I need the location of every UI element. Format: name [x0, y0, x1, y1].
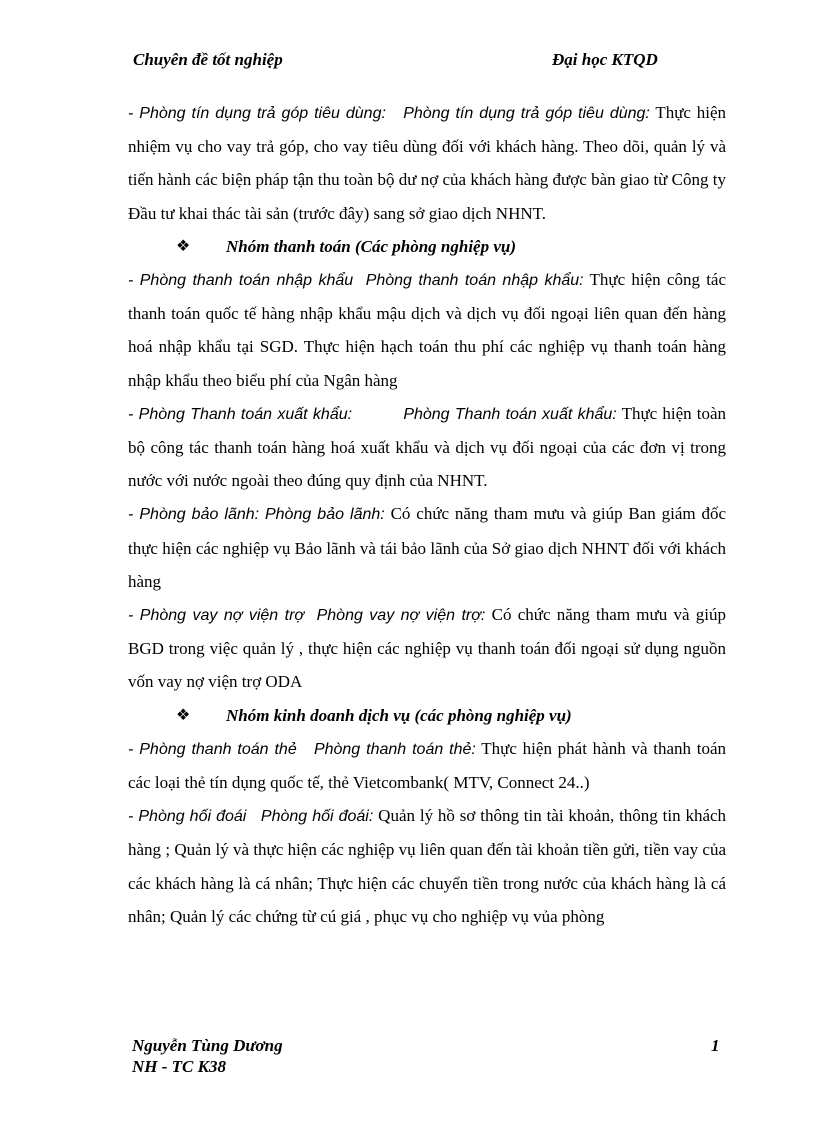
para-label: - Phòng bảo lãnh:	[128, 506, 260, 524]
header-left: Chuyên đề tốt nghiệp	[133, 50, 283, 69]
para-label-repeat: Phòng tín dụng trả góp tiêu dùng:	[403, 105, 650, 122]
heading-title: Nhóm kinh doanh dịch vụ (các phòng nghiệp vụ)	[226, 705, 572, 725]
para-text: Thực hiện phát hành và thanh toán các loại thẻ tín dụng quốc tế, thẻ Vietcombank( MTV, Connect 24..)	[128, 738, 727, 793]
para-label-repeat: Phòng vay nợ viện trợ:	[316, 607, 486, 625]
para-text: Quản lý hồ sơ thông tin tài khoản, thông tin khách hàng ; Quản lý và thực hiện các nghiệp vụ liên quan đến tài khoản tiền gửi, tiền vay của các khách hàng là cá nhân; Thực hiện các chuyển tiền trong nước của khách hàng là cá nhân; Quản lý các chứng từ cú giá , phục vụ cho nghiệp vụ vủa phòng	[128, 806, 727, 926]
para-label-repeat: Phòng bảo lãnh:	[264, 506, 385, 524]
para-label: - Phòng Thanh toán xuất khẩu:	[128, 405, 353, 423]
header-right: Đại học KTQD	[552, 50, 658, 69]
heading-nhom-kinh-doanh	[128, 699, 726, 732]
para-thanh-toan-nhap-khau	[128, 263, 726, 397]
para-label: - Phòng tín dụng trả góp tiêu dùng:	[128, 105, 386, 122]
heading-nhom-thanh-toan	[128, 230, 726, 263]
para-label-repeat: Phòng thanh toán nhập khẩu:	[365, 272, 584, 289]
para-label: - Phòng hối đoái	[128, 808, 247, 826]
para-text: Thực hiện công tác thanh toán quốc tế hàng nhập khẩu mậu dịch và dịch vụ đối ngoại liên quan đến hàng hoá nhập khẩu tại SGD. Thực hiện hạch toán thu phí các nghiệp vụ thanh toán hàng nhập khẩu theo biểu phí của Ngân hàng	[128, 270, 727, 390]
para-text: Thực hiện toàn bộ công tác thanh toán hàng hoá xuất khẩu và dịch vụ đối ngoại của các đơn vị trong nước với nước ngoài theo đúng quy định của NHNT.	[128, 403, 727, 491]
diamond-bullet-icon: ❖	[176, 237, 191, 255]
para-label-repeat: Phòng thanh toán thẻ:	[313, 740, 476, 758]
footer-author: Nguyễn Tùng Dương	[132, 1036, 283, 1055]
footer-class: NH - TC K38	[132, 1057, 226, 1076]
document-body	[128, 96, 726, 933]
para-tin-dung-tra-gop	[128, 96, 726, 230]
diamond-bullet-icon: ❖	[176, 706, 191, 724]
para-label: - Phòng thanh toán nhập khẩu	[128, 272, 354, 289]
para-bao-lanh	[128, 497, 726, 598]
heading-title: Nhóm thanh toán (Các phòng nghiệp vụ)	[226, 236, 517, 256]
para-text: Có chức năng tham mưu và giúp BGD trong việc quản lý , thực hiện các nghiệp vụ thanh toán đối ngoại sử dụng nguồn vốn vay nợ viện trợ ODA	[128, 605, 726, 692]
para-vay-no-vien-tro	[128, 598, 726, 699]
para-label-repeat: Phòng hối đoái:	[260, 808, 374, 826]
para-text: Thực hiện nhiệm vụ cho vay trả góp, cho vay tiêu dùng đối với khách hàng. Theo dõi, quản lý và tiến hành các biện pháp tận thu toàn bộ dư nợ của khách hàng được bàn giao từ Công ty Đầu tư khai thác tài sản (trước đây) sang sở giao dịch NHNT.	[128, 103, 727, 223]
para-label: - Phòng vay nợ viện trợ	[128, 607, 305, 625]
para-label-repeat: Phòng Thanh toán xuất khẩu:	[403, 405, 617, 423]
para-label: - Phòng thanh toán thẻ	[128, 740, 297, 758]
para-text: Có chức năng tham mưu và giúp Ban giám đốc thực hiện các nghiệp vụ Bảo lãnh và tái bảo lãnh của Sở giao dịch NHNT đối với khách hàng	[128, 504, 727, 591]
para-thanh-toan-xuat-khau	[128, 397, 726, 498]
para-thanh-toan-the	[128, 732, 726, 799]
page-number: 1	[711, 1036, 720, 1055]
para-hoi-doai	[128, 799, 726, 933]
